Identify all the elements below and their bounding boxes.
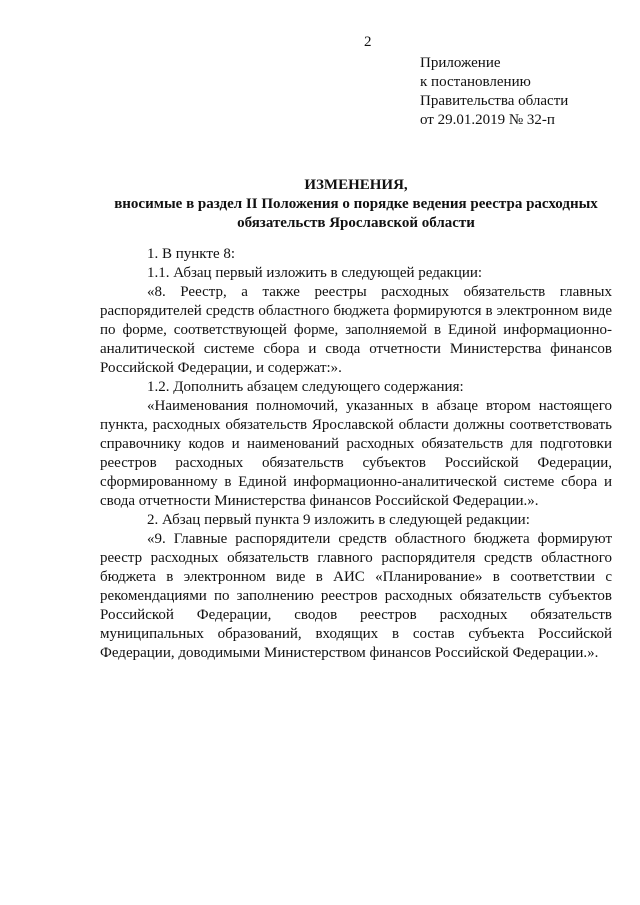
paragraph: «8. Реестр, а также реестры расходных обязательств главных распорядителей средств областного бюджета формируются в электронном виде по форме, соответствующей форме, заполняемой в Единой информационно-аналитической системе сбора и свода отчетности Министерства финансов Российской Федерации, и содержат:». (100, 284, 612, 376)
appendix-line: к постановлению (420, 74, 531, 90)
appendix-block (420, 54, 568, 130)
page-number: 2 (364, 34, 372, 50)
title-heading: ИЗМЕНЕНИЯ, (304, 177, 408, 193)
appendix-line: Правительства области (420, 93, 569, 109)
appendix-line: Приложение (420, 55, 501, 71)
document-title (100, 176, 612, 233)
paragraph: «Наименования полномочий, указанных в абзаце втором настоящего пункта, расходных обязательств Ярославской области должны соответствовать справочнику кодов и наименований расходных обязательств для подготовки реестров расходных обязательств субъектов Российской Федерации, сформированному в Единой информационно-аналитической системе сбора и свода отчетности Министерства финансов Российской Федерации.». (100, 398, 612, 509)
title-subline: вносимые в раздел II Положения о порядке ведения реестра расходных (114, 196, 598, 212)
paragraph: 2. Абзац первый пункта 9 изложить в следующей редакции: (147, 512, 530, 528)
paragraph: 1.1. Абзац первый изложить в следующей редакции: (147, 265, 483, 281)
paragraph: 1. В пункте 8: (147, 246, 236, 262)
title-subline: обязательств Ярославской области (237, 215, 475, 231)
appendix-date-number: от 29.01.2019 № 32-п (420, 112, 555, 128)
paragraph: «9. Главные распорядители средств областного бюджета формируют реестр расходных обязательств главного распорядителя средств областного бюджета в электронном виде в АИС «Планирование» в соответствии с рекомендациями по заполнению реестров расходных обязательств субъектов Российской Федерации, сводов реестров расходных обязательств муниципальных образований, входящих в состав субъекта Российской Федерации, доводимыми Министерством финансов Российской Федерации.». (100, 531, 612, 661)
document-body (100, 245, 612, 663)
paragraph: 1.2. Дополнить абзацем следующего содержания: (147, 379, 464, 395)
